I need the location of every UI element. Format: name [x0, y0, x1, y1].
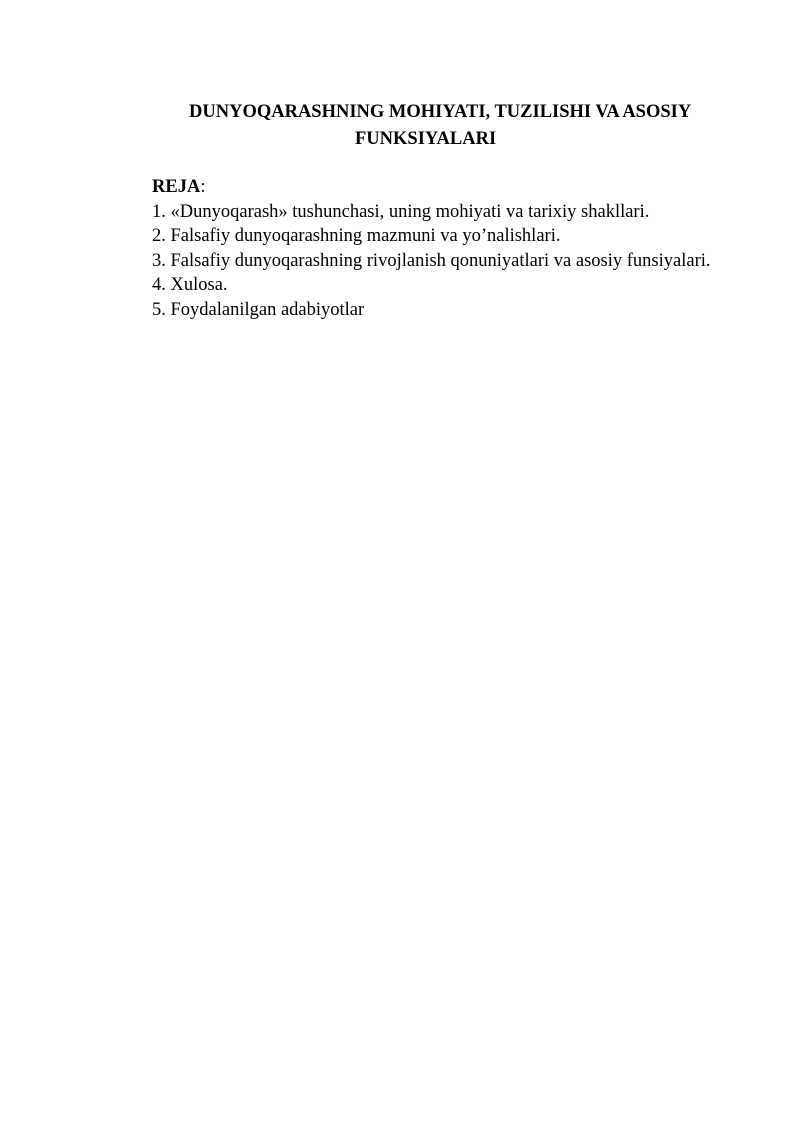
document-title-line-1: DUNYOQARASHNING MOHIYATI, TUZILISHI VA ASOSIY — [189, 102, 692, 122]
plan-heading — [152, 175, 711, 200]
plan-item-2: 2. Falsafiy dunyoqarashning mazmuni va yo’nalishlari. — [152, 226, 561, 246]
plan-heading-label: REJA — [152, 177, 201, 197]
plan-section — [152, 175, 711, 322]
plan-list — [152, 200, 711, 323]
plan-item-5: 5. Foydalanilgan adabiyotlar — [152, 299, 365, 320]
document-title-line-2: FUNKSIYALARI — [355, 129, 497, 149]
plan-item-3: 3. Falsafiy dunyoqarashning rivojlanish qonuniyatlari va asosiy funsiyalari. — [152, 250, 711, 271]
plan-item-1: 1. «Dunyoqarash» tushunchasi, uning mohiyati va tarixiy shakllari. — [152, 201, 650, 222]
plan-item-4: 4. Xulosa. — [152, 275, 228, 295]
plan-heading-colon: : — [200, 177, 206, 197]
